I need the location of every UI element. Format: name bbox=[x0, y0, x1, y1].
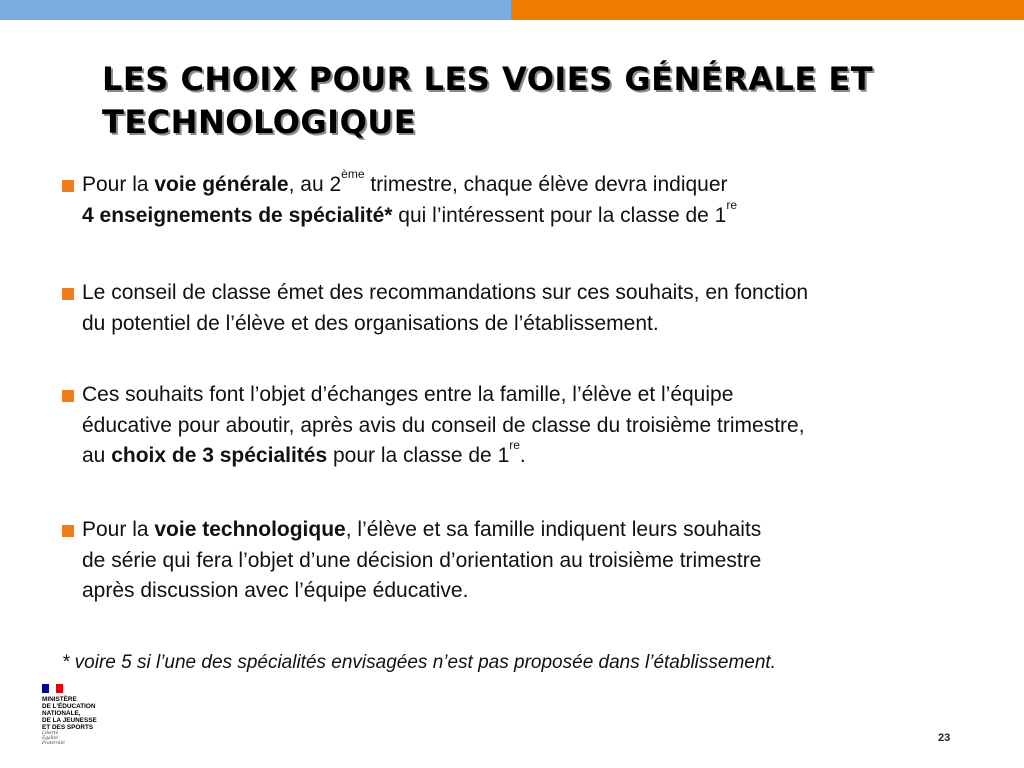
bold-text: choix de 3 spécialités bbox=[111, 444, 328, 467]
text-run: qui l’intéressent pour la classe de 1 bbox=[392, 203, 727, 227]
bullet-conseil-de-classe bbox=[62, 278, 808, 339]
text-run: trimestre, chaque élève devra indiquer bbox=[364, 173, 728, 196]
superscript: re bbox=[509, 438, 520, 452]
bullet-voie-technologique bbox=[62, 515, 761, 607]
ministry-name: MINISTÈRE DE L’ÉDUCATION NATIONALE, DE LA JEUNESSE ET DES SPORTS bbox=[42, 696, 97, 731]
superscript: re bbox=[726, 197, 737, 212]
flag-white-stripe bbox=[49, 684, 56, 693]
text-run: , l’élève et sa famille indiquent leurs souhaits bbox=[345, 518, 762, 541]
bullet-line: du potentiel de l’élève et des organisations de l’établissement. bbox=[82, 311, 659, 335]
text-run: Pour la bbox=[82, 173, 155, 196]
flag-red-stripe bbox=[56, 684, 63, 693]
bullet-line bbox=[82, 197, 737, 232]
bullet-line bbox=[82, 515, 761, 546]
bullet-square-icon bbox=[62, 288, 74, 300]
bullet-souhaits bbox=[62, 380, 805, 472]
top-bar-blue bbox=[0, 0, 511, 20]
bullet-line: après discussion avec l’équipe éducative. bbox=[82, 579, 469, 602]
ministry-logo bbox=[42, 684, 132, 750]
bullet-square-icon bbox=[62, 180, 74, 192]
bullet-voie-generale bbox=[62, 167, 737, 231]
text-run: . bbox=[519, 444, 526, 467]
text-run: au bbox=[82, 444, 112, 467]
text-run: pour la classe de 1 bbox=[327, 444, 510, 467]
text-run: , au 2 bbox=[288, 173, 342, 196]
bullet-square-icon bbox=[62, 390, 74, 402]
bullet-square-icon bbox=[62, 525, 74, 537]
footnote: * voire 5 si l’une des spécialités envisagées n’est pas proposée dans l’établissement. bbox=[62, 652, 776, 673]
top-color-bar bbox=[0, 0, 1024, 20]
bullet-line: Le conseil de classe émet des recommandations sur ces souhaits, en fonction bbox=[82, 281, 809, 304]
bullet-line: éducative pour aboutir, après avis du conseil de classe du troisième trimestre, bbox=[82, 413, 805, 437]
bold-text: voie technologique bbox=[154, 518, 346, 541]
page-number: 23 bbox=[938, 732, 951, 744]
bullet-line bbox=[82, 438, 805, 472]
bullet-line bbox=[82, 167, 737, 201]
superscript: ème bbox=[341, 167, 365, 181]
french-flag-icon bbox=[42, 684, 63, 693]
slide-title: LES CHOIX POUR LES VOIES GÉNÉRALE ET TECHNOLOGIQUE bbox=[102, 60, 874, 141]
text-run: Pour la bbox=[82, 518, 155, 541]
bold-text: 4 enseignements de spécialité* bbox=[82, 203, 393, 227]
bold-text: voie générale bbox=[154, 173, 289, 196]
flag-blue-stripe bbox=[42, 684, 49, 693]
republic-motto: Liberté Égalité Fraternité bbox=[42, 731, 65, 746]
bullet-line: de série qui fera l’objet d’une décision d’orientation au troisième trimestre bbox=[82, 548, 762, 572]
bullet-line: Ces souhaits font l’objet d’échanges entre la famille, l’élève et l’équipe bbox=[82, 383, 734, 406]
top-bar-orange bbox=[511, 0, 1024, 20]
